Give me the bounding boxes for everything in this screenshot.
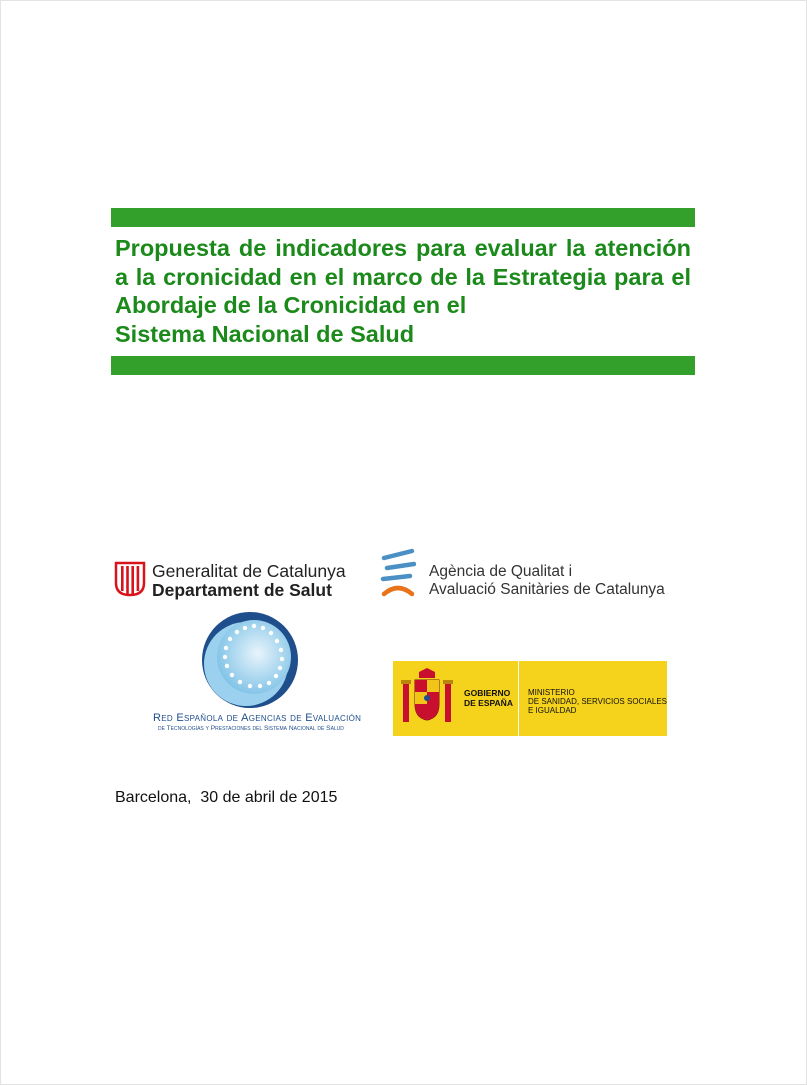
place-date: Barcelona, 30 de abril de 2015: [115, 789, 338, 806]
senyera-shield-icon: [114, 561, 146, 597]
ministerio-line-2: DE SANIDAD, SERVICIOS SOCIALES: [528, 697, 668, 706]
document-title: [115, 234, 691, 348]
title-line-1: Propuesta de indicadores para evaluar la: [115, 235, 586, 261]
bottom-green-bar: [111, 356, 695, 375]
aquas-line-2: Avaluació Sanitàries de Catalunya: [429, 581, 665, 598]
top-green-bar: [111, 208, 695, 227]
red-agencias-line-2: de Tecnologías y Prestaciones del Sistema Nacional de Salud: [158, 725, 344, 732]
gobierno-divider: [518, 661, 519, 736]
title-line-3: Estrategia para el Abordaje de la Cronicidad en el: [115, 263, 691, 318]
aquas-line-1: Agència de Qualitat i: [429, 563, 573, 580]
gobierno-line-2: DE ESPAÑA: [464, 698, 513, 708]
gobierno-line-1: GOBIERNO: [464, 688, 511, 698]
generalitat-line-1: Generalitat de Catalunya: [152, 561, 346, 581]
ministerio-line-3: E IGUALDAD: [528, 706, 577, 715]
ministerio-line-1: MINISTERIO: [528, 688, 575, 697]
gobierno-espana-logo: [393, 661, 667, 736]
red-agencias-line-1: Red Española de Agencias de Evaluación: [153, 712, 362, 724]
title-line-4: Sistema Nacional de Salud: [115, 320, 415, 347]
title-line-2: atención a la cronicidad en el marco de la: [115, 235, 692, 290]
aquas-mark-icon: [380, 548, 416, 598]
coat-of-arms-icon: [401, 668, 453, 730]
generalitat-line-2: Departament de Salut: [152, 580, 332, 600]
red-agencias-emblem-icon: [200, 610, 300, 710]
